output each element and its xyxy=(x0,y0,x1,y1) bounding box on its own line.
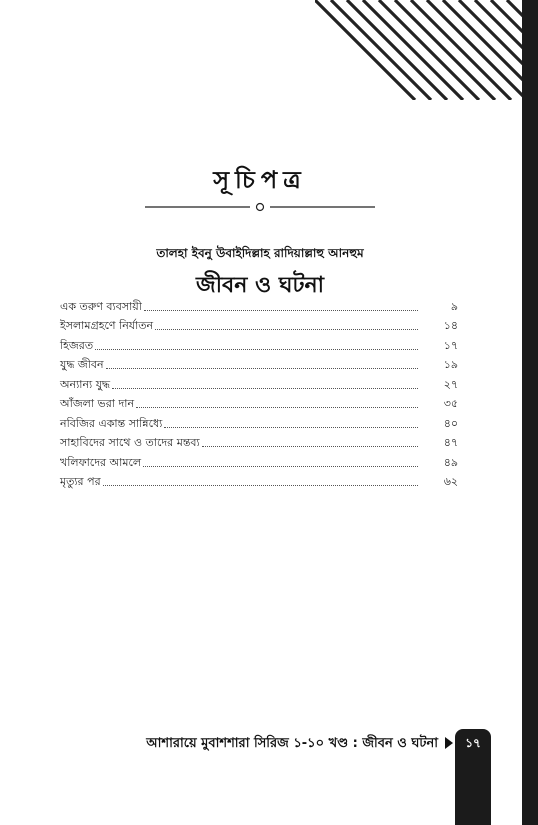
table-of-contents xyxy=(60,294,458,489)
dot-leader xyxy=(95,339,418,350)
toc-entry[interactable] xyxy=(60,411,458,431)
toc-entry-title: ইসলামগ্রহণে নির্যাতন xyxy=(60,319,154,332)
toc-entry-page: ৪৭ xyxy=(443,436,458,449)
toc-entry-title: মৃত্যুর পর xyxy=(60,475,101,488)
dot-leader xyxy=(164,417,418,428)
toc-entry-page: ২৭ xyxy=(443,377,458,391)
toc-entry[interactable] xyxy=(60,372,458,392)
toc-entry-page: ১৭ xyxy=(443,338,458,352)
dot-leader xyxy=(103,475,418,486)
right-edge-band xyxy=(522,0,538,825)
toc-entry-title: আঁজলা ভরা দান xyxy=(60,397,135,410)
toc-entry[interactable] xyxy=(60,333,458,353)
toc-entry-title: হিজরত xyxy=(60,338,94,352)
toc-entry-page: ৬২ xyxy=(443,475,458,488)
toc-entry-title: এক তরুণ ব্যবসায়ী xyxy=(60,299,142,313)
toc-entry-page: ৪০ xyxy=(443,416,458,430)
page-number-badge: ১৭ xyxy=(455,729,491,757)
section-subtitle: তালহা ইবনু উবাইদিল্লাহ রাদিয়াল্লাহু আনহুম xyxy=(156,246,364,260)
toc-entry-title: খলিফাদের আমলে xyxy=(60,455,142,469)
dot-leader xyxy=(143,456,418,467)
toc-entry-title: যুদ্ধ জীবন xyxy=(60,358,104,371)
toc-entry[interactable] xyxy=(60,450,458,470)
dot-leader xyxy=(112,378,418,389)
section-heading: জীবন ও ঘটনা xyxy=(196,273,324,298)
dot-leader xyxy=(106,358,418,369)
dot-leader xyxy=(202,436,418,447)
play-arrow-icon xyxy=(445,737,453,749)
toc-entry-page: ৪৯ xyxy=(443,455,458,469)
toc-entry-title: অন্যান্য যুদ্ধ xyxy=(60,377,111,391)
toc-entry-title: নবিজির একান্ত সান্নিধ্যে xyxy=(60,416,163,430)
page-title: সূচিপত্র xyxy=(213,166,307,194)
toc-entry[interactable] xyxy=(60,353,458,373)
toc-entry-title: সাহাবিদের সাথে ও তাদের মন্তব্য xyxy=(60,436,200,449)
toc-entry[interactable] xyxy=(60,431,458,451)
title-divider-ornament xyxy=(145,199,375,215)
toc-entry-page: ১৯ xyxy=(443,358,458,371)
page-tab-column xyxy=(455,750,491,825)
toc-entry[interactable] xyxy=(60,392,458,412)
toc-entry-page: ১৪ xyxy=(443,319,458,332)
dot-leader xyxy=(136,397,418,408)
toc-entry[interactable] xyxy=(60,294,458,314)
toc-entry-page: ৯ xyxy=(450,299,458,313)
footer-series-title: আশারায়ে মুবাশশারা সিরিজ ১-১০ খণ্ড : জীবন ও ঘটনা xyxy=(146,736,438,751)
toc-entry[interactable] xyxy=(60,470,458,490)
diagonal-stripes-decoration xyxy=(315,0,538,100)
toc-entry-page: ৩৫ xyxy=(443,397,458,410)
dot-leader xyxy=(144,300,418,311)
toc-entry[interactable] xyxy=(60,314,458,334)
dot-leader xyxy=(155,319,418,330)
